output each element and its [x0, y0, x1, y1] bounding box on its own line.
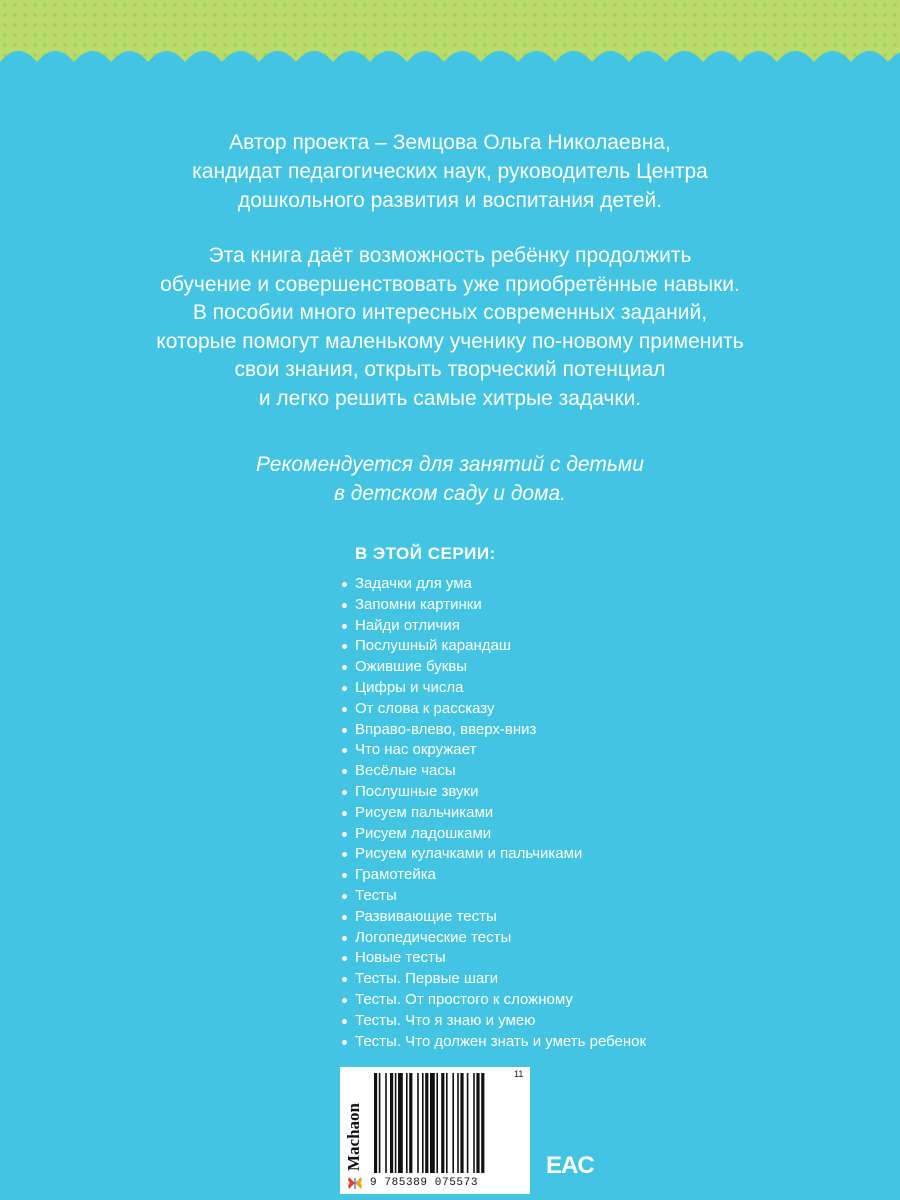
barcode-bar — [425, 1073, 428, 1173]
barcode-bar — [379, 1073, 381, 1173]
series-item: Найди отличия — [340, 616, 646, 637]
description-line: Эта книга даёт возможность ребёнку продолжить — [208, 244, 692, 267]
series-item: Логопедические тесты — [340, 928, 646, 949]
description-line: свои знания, открыть творческий потенциал — [234, 358, 666, 381]
barcode-bar — [430, 1073, 435, 1173]
series-item: Тесты. От простого к сложному — [340, 990, 646, 1011]
barcode-bar — [446, 1073, 448, 1173]
barcode-bar — [395, 1073, 397, 1173]
barcode-bar — [417, 1073, 419, 1173]
barcode-bar — [441, 1073, 444, 1173]
series-item: Послушный карандаш — [340, 636, 646, 657]
barcode-label — [340, 1067, 530, 1194]
barcode-bar — [481, 1073, 484, 1173]
author-line: дошкольного развития и воспитания детей. — [237, 189, 663, 212]
barcode-bar — [385, 1073, 387, 1173]
author-info — [100, 128, 800, 215]
barcode-bar — [457, 1073, 459, 1173]
series-item: Вправо-влево, вверх-вниз — [340, 720, 646, 741]
series-item: Весёлые часы — [340, 761, 646, 782]
butterfly-icon — [347, 1175, 363, 1191]
series-item: От слова к рассказу — [340, 699, 646, 720]
series-item: Ожившие буквы — [340, 657, 646, 678]
barcode-bar — [476, 1073, 479, 1173]
author-line: кандидат педагогических наук, руководитель Центра — [192, 160, 708, 183]
series-list — [340, 574, 646, 1052]
series-item: Цифры и числа — [340, 678, 646, 699]
barcode-bar — [436, 1073, 438, 1173]
barcode-code: 11 — [514, 1069, 524, 1079]
recommendation — [100, 450, 800, 508]
recommendation-line: Рекомендуется для занятий с детьми — [256, 453, 644, 476]
series-item: Тесты. Что я знаю и умею — [340, 1011, 646, 1032]
barcode-bar — [467, 1073, 469, 1173]
barcode-bar — [406, 1073, 408, 1173]
series-item: Тесты. Что должен знать и уметь ребенок — [340, 1032, 646, 1053]
series-item: Развивающие тесты — [340, 907, 646, 928]
series-item: Послушные звуки — [340, 782, 646, 803]
publisher-logo — [342, 1071, 366, 1191]
series-item: Запомни картинки — [340, 595, 646, 616]
book-description — [60, 242, 840, 413]
publisher-name: Machaon — [344, 1103, 363, 1171]
eac-certification-mark: EAC — [546, 1152, 594, 1179]
barcode-bar — [422, 1073, 424, 1173]
series-item: Задачки для ума — [340, 574, 646, 595]
barcode-bar — [409, 1073, 412, 1173]
series-item: Новые тесты — [340, 948, 646, 969]
recommendation-line: в детском саду и дома. — [333, 482, 567, 505]
barcode-bar — [390, 1073, 393, 1173]
series-item: Рисуем кулачками и пальчиками — [340, 844, 646, 865]
description-line: В пособии много интересных современных заданий, — [192, 301, 708, 324]
series-item: Грамотейка — [340, 865, 646, 886]
series-item: Рисуем ладошками — [340, 824, 646, 845]
isbn-digits: 9 785389 075573 — [370, 1177, 479, 1189]
description-line: обучение и совершенствовать уже приобретённые навыки. — [160, 272, 740, 296]
author-line: Автор проекта – Земцова Ольга Николаевна, — [229, 131, 671, 154]
barcode-bar — [374, 1073, 377, 1173]
barcode-bar — [460, 1073, 463, 1173]
barcode-bar — [398, 1073, 403, 1173]
series-heading: В ЭТОЙ СЕРИИ: — [355, 544, 496, 563]
barcode-bars — [374, 1073, 510, 1173]
series-item: Тесты — [340, 886, 646, 907]
barcode-bar — [452, 1073, 454, 1173]
barcode-bar — [473, 1073, 475, 1173]
series-item: Тесты. Первые шаги — [340, 969, 646, 990]
description-line: и легко решить самые хитрые задачки. — [258, 386, 642, 410]
series-item: Что нас окружает — [340, 740, 646, 761]
description-line: которые помогут маленькому ученику по-новому применить — [156, 329, 744, 353]
series-item: Рисуем пальчиками — [340, 803, 646, 824]
